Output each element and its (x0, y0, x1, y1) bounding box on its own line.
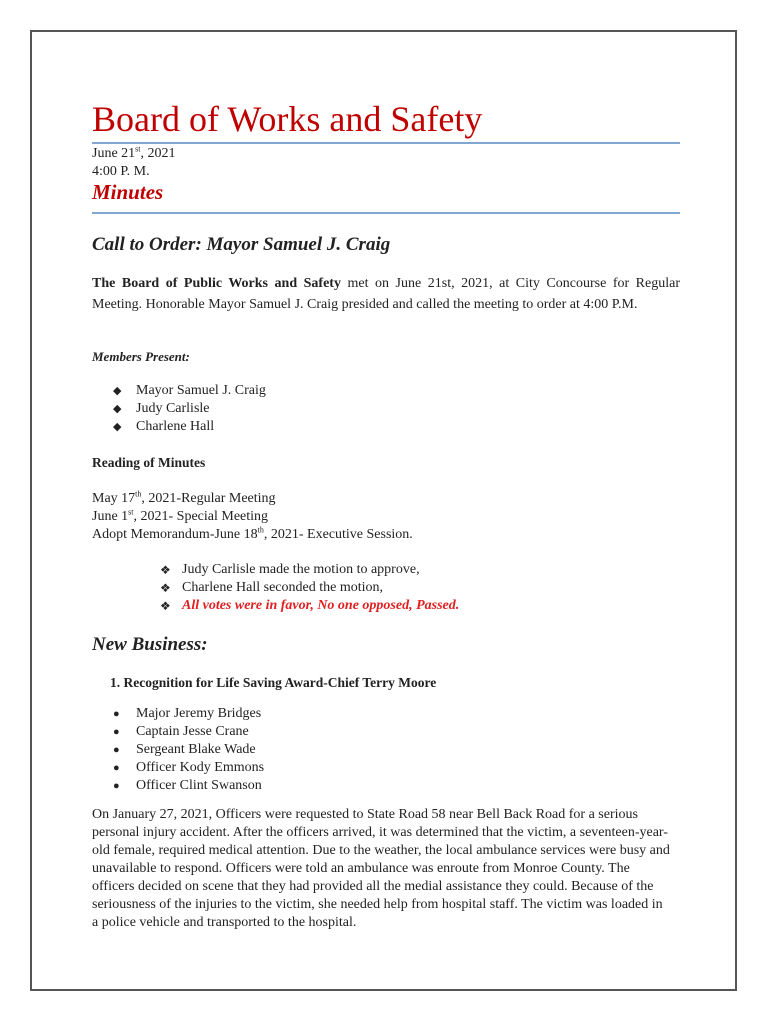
officer-name: Major Jeremy Bridges (136, 706, 262, 721)
reading-post: , 2021- Executive Session. (263, 527, 413, 542)
reading-sup: th (257, 525, 264, 535)
intro-bold: The Board of Public Works and Safety (92, 276, 341, 291)
reading-sup: st (128, 507, 134, 517)
meeting-time: 4:00 P. M. (92, 164, 150, 179)
reading-line (92, 490, 680, 508)
minutes-heading: Minutes (92, 180, 164, 204)
readings-block (92, 490, 680, 544)
motion-text: Judy Carlisle made the motion to approve, (182, 562, 420, 577)
diamond-bullet-icon: ❖ (160, 599, 171, 613)
motions-list (160, 561, 459, 615)
minutes-rule (92, 212, 680, 214)
date-suffix: , 2021 (140, 146, 176, 161)
reading-pre: May 17 (92, 491, 136, 506)
list-item (92, 382, 266, 400)
bullet-icon: ● (113, 780, 120, 792)
list-item (160, 579, 459, 597)
members-heading: Members Present: (92, 349, 190, 364)
reading-line (92, 526, 680, 544)
bullet-icon: ◆ (113, 385, 122, 397)
member-name: Charlene Hall (136, 419, 215, 434)
reading-post: , 2021- Special Meeting (133, 509, 269, 524)
reading-sup: th (135, 489, 142, 499)
bullet-icon: ● (113, 762, 120, 774)
diamond-bullet-icon: ❖ (160, 581, 171, 595)
call-to-order-heading: Call to Order: Mayor Samuel J. Craig (92, 234, 391, 255)
reading-line (92, 508, 680, 526)
officer-name: Captain Jesse Crane (136, 724, 249, 739)
motion-result: All votes were in favor, No one opposed, Passed. (182, 598, 460, 613)
meeting-date (92, 145, 176, 162)
bullet-icon: ● (113, 726, 120, 738)
bullet-icon: ◆ (113, 421, 122, 433)
list-item (92, 400, 266, 418)
intro-rest: met on June 21st, 2021, at City Concourse for Regular Meeting. Honorable Mayor Samuel J. Craig presided and called the meeting to order at 4:00 P.M. (92, 276, 681, 312)
reading-pre: June 1 (92, 509, 129, 524)
list-item (92, 418, 266, 436)
list-item (92, 705, 264, 723)
title-rule (92, 142, 680, 144)
date-prefix: June 21 (92, 146, 136, 161)
list-item (160, 561, 459, 579)
member-name: Mayor Samuel J. Craig (136, 383, 266, 398)
document-page (30, 30, 737, 991)
reading-heading: Reading of Minutes (92, 455, 206, 470)
bullet-icon: ● (113, 744, 120, 756)
document-title: Board of Works and Safety (92, 99, 483, 139)
intro-paragraph (92, 273, 680, 315)
reading-post: , 2021-Regular Meeting (141, 491, 276, 506)
date-sup: st (135, 144, 141, 154)
narrative-paragraph: On January 27, 2021, Officers were requested to State Road 58 near Bell Back Road for a serious personal injury accident. After the officers arrived, it was determined that the victim, a seventeen-year-old female, required medical attention. Due to the weather, the local ambulance services were busy and unavailable to respond. Officers were told an ambulance was enroute from Monroe County. The officers decided on scene that they had provided all the medial assistance they could. Because of the seriousness of the injuries to the victim, she needed help from hospital staff. The victim was loaded in a police vehicle and transported to the hospital. (92, 807, 670, 930)
bullet-icon: ◆ (113, 403, 122, 415)
item1-heading: 1. Recognition for Life Saving Award-Chief Terry Moore (110, 675, 437, 690)
member-name: Judy Carlisle (136, 401, 210, 416)
diamond-bullet-icon: ❖ (160, 563, 171, 577)
reading-pre: Adopt Memorandum-June 18 (92, 527, 258, 542)
bullet-icon: ● (113, 708, 120, 720)
officer-name: Officer Kody Emmons (136, 760, 265, 775)
members-list (92, 382, 266, 436)
list-item (92, 777, 264, 795)
officer-name: Officer Clint Swanson (136, 778, 262, 793)
motion-text: Charlene Hall seconded the motion, (182, 580, 383, 595)
new-business-heading: New Business: (92, 634, 208, 655)
officers-list (92, 705, 264, 795)
list-item (160, 597, 459, 615)
officer-name: Sergeant Blake Wade (136, 742, 256, 757)
list-item (92, 723, 264, 741)
list-item (92, 759, 264, 777)
list-item (92, 741, 264, 759)
